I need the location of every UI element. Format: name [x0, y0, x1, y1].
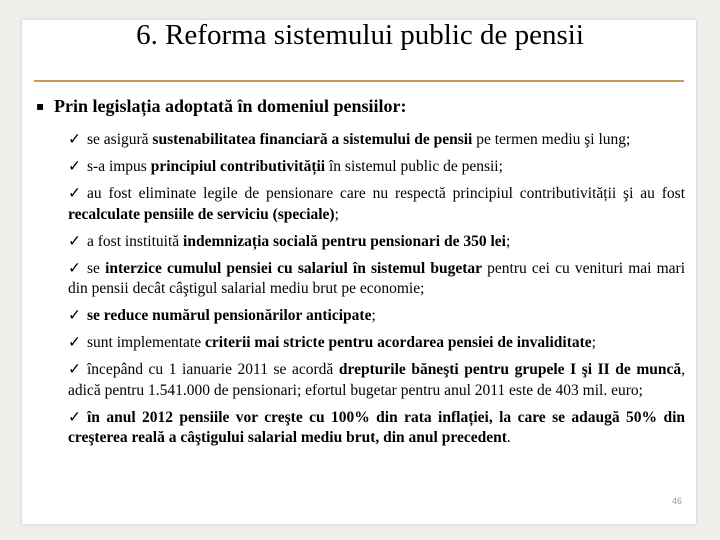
bold-text: în anul 2012 pensiile vor creşte cu 100% din rata inflației, la care se adaugă 50% din creşterea reală a câştigului salarial mediu brut, din anul precedent [68, 408, 685, 446]
checkmark-icon: ✓ [68, 259, 81, 277]
bold-text: interzice cumulul pensiei cu salariul în sistemul bugetar [105, 259, 483, 277]
checklist-item [68, 333, 685, 354]
checkmark-icon: ✓ [68, 408, 81, 426]
bold-text: criterii mai stricte pentru acordarea pensiei de invaliditate [204, 334, 592, 351]
bold-text: drepturile băneşti pentru grupele I şi II de muncă [338, 361, 682, 378]
text: pe termen mediu şi lung; [472, 131, 631, 148]
bold-text: recalculate pensiile de serviciu (speciale) [68, 205, 335, 223]
checkmark-icon: ✓ [68, 307, 81, 324]
checkmark-icon: ✓ [68, 185, 81, 202]
page-number: 46 [672, 496, 683, 506]
checkmark-icon: ✓ [68, 361, 81, 378]
checkmark-icon: ✓ [68, 334, 81, 351]
bold-text: indemnizația socială pentru pensionari de 350 lei [183, 232, 506, 250]
checkmark-icon: ✓ [68, 131, 81, 148]
checklist [68, 130, 685, 455]
checklist-item [68, 259, 685, 300]
text: ; [505, 232, 511, 250]
checklist-item [68, 157, 685, 178]
checklist-item [68, 184, 685, 225]
checklist-item [68, 360, 685, 401]
text: ; [591, 334, 596, 351]
bold-text: principiul contributivității [150, 158, 326, 175]
text: . [506, 429, 511, 446]
bold-text: se reduce numărul pensionărilor anticipate [87, 307, 372, 324]
checklist-item [68, 232, 685, 253]
square-bullet-icon: ▪ [36, 99, 45, 113]
text: se [87, 259, 106, 277]
checkmark-icon: ✓ [68, 158, 81, 175]
lead-text: Prin legislația adoptată în domeniul pensiilor: [54, 96, 407, 116]
text: ; [371, 307, 376, 324]
lead-bullet [36, 95, 686, 117]
text: începând cu 1 ianuarie 2011 se acordă [87, 361, 339, 378]
text: se asigură [87, 131, 153, 148]
bold-text: sustenabilitatea financiară a sistemului de pensii [152, 131, 473, 148]
text: s-a impus [87, 158, 151, 175]
title-divider [34, 80, 684, 82]
text: , adică pentru 1.541.000 de pensionari; efortul bugetar pentru anul 2011 este de 403 mil. euro; [68, 361, 685, 399]
checklist-item [68, 306, 685, 327]
text: pentru cei cu venituri mai mari din pensii decât câştigul salarial mediu brut pe economie; [68, 259, 686, 297]
text: a fost instituită [87, 232, 184, 250]
slide-title: 6. Reforma sistemului public de pensii [136, 19, 584, 51]
text: ; [334, 205, 339, 223]
text: în sistemul public de pensii; [325, 158, 503, 175]
checklist-item [68, 130, 685, 151]
text: sunt implementate [87, 334, 205, 351]
checklist-item [68, 408, 685, 449]
text: au fost eliminate legile de pensionare care nu respectă principiul contributivității şi au fost [87, 185, 685, 202]
checkmark-icon: ✓ [68, 232, 81, 250]
